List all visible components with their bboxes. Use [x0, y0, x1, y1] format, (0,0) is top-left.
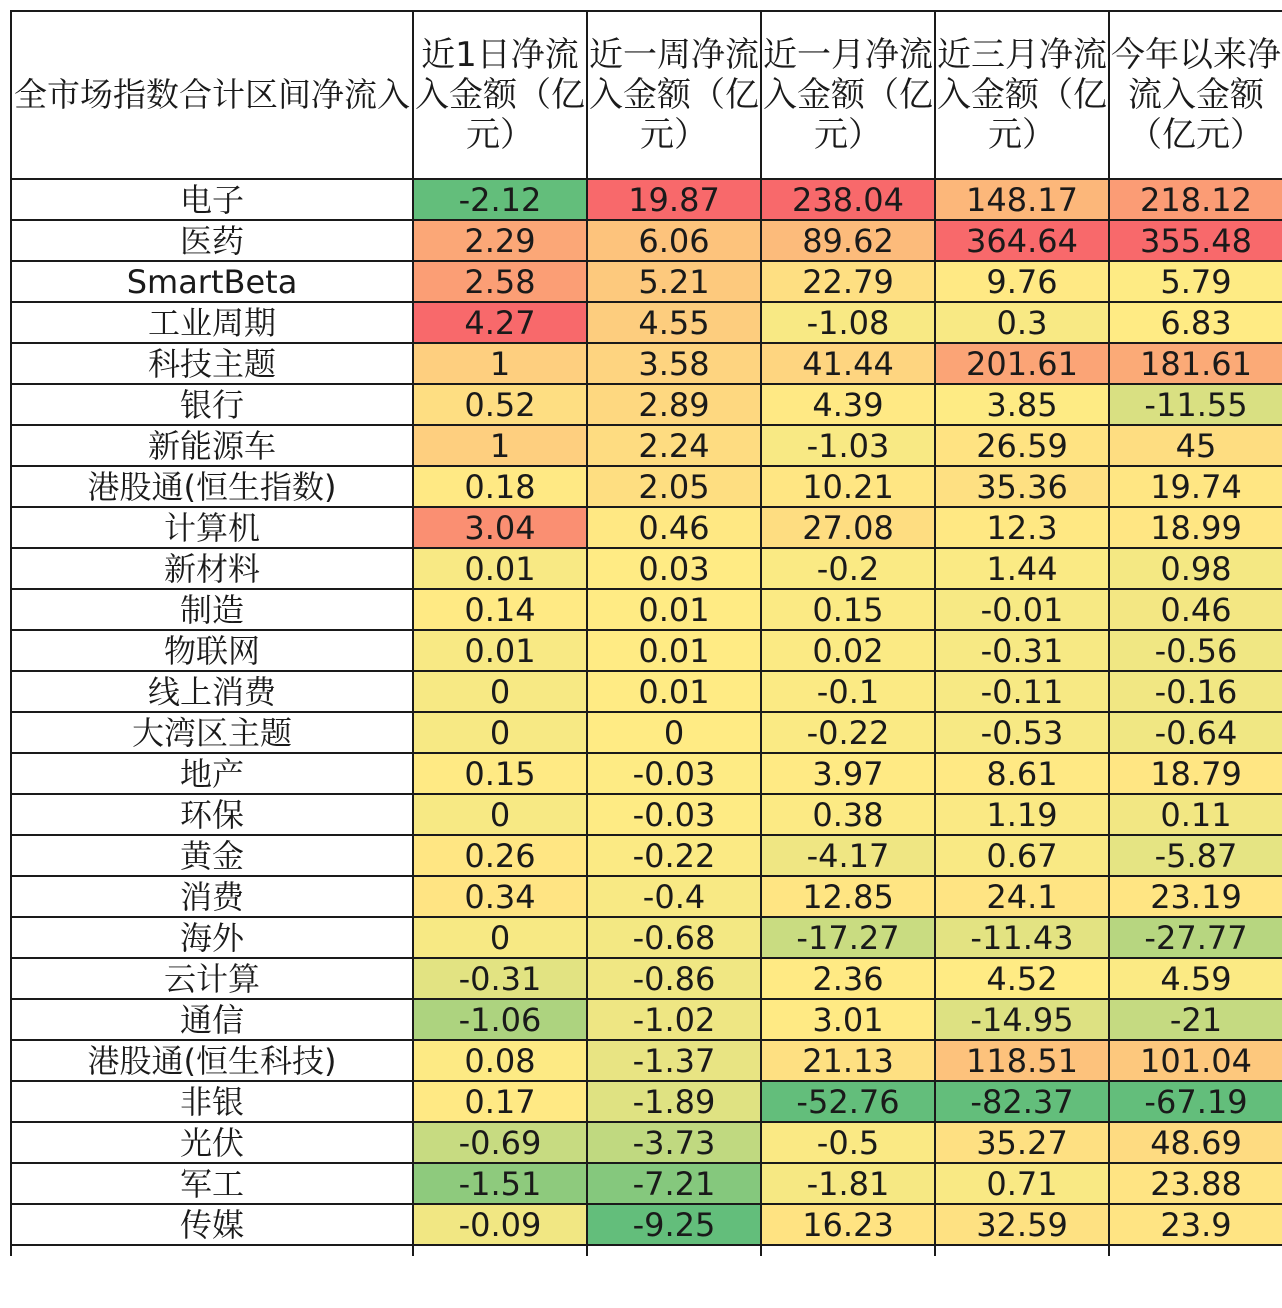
table-row	[11, 753, 1282, 794]
heatmap-cell-3m: 201.61	[935, 343, 1109, 384]
heatmap-cell-1w: 0	[587, 712, 761, 753]
row-label: 传媒	[11, 1204, 413, 1245]
heatmap-cell-1m: 3.01	[761, 999, 935, 1040]
row-label: 制造	[11, 589, 413, 630]
heatmap-cell-1w: 5.21	[587, 261, 761, 302]
heatmap-cell-1d: 0.08	[413, 1040, 587, 1081]
heatmap-cell-1m: -0.22	[761, 712, 935, 753]
heatmap-cell-ytd: 19.74	[1109, 466, 1282, 507]
heatmap-cell-1d: 4.27	[413, 302, 587, 343]
heatmap-cell-3m: 118.51	[935, 1040, 1109, 1081]
row-label: 大湾区主题	[11, 712, 413, 753]
heatmap-cell-3m: -14.95	[935, 999, 1109, 1040]
table-row	[11, 712, 1282, 753]
table-row	[11, 876, 1282, 917]
table-row	[11, 179, 1282, 220]
heatmap-cell-1d: 0	[413, 671, 587, 712]
heatmap-cell-3m: -11.43	[935, 917, 1109, 958]
heatmap-cell-ytd: 0.98	[1109, 548, 1282, 589]
heatmap-cell-1d: 0.15	[413, 753, 587, 794]
blank-cell	[587, 1245, 761, 1256]
table-row	[11, 343, 1282, 384]
trailing-blank-row	[11, 1245, 1282, 1256]
fund-flow-heatmap-table	[10, 10, 1282, 1256]
heatmap-cell-ytd: 18.99	[1109, 507, 1282, 548]
heatmap-cell-1w: 2.89	[587, 384, 761, 425]
heatmap-cell-1w: 0.46	[587, 507, 761, 548]
heatmap-cell-1w: 0.01	[587, 589, 761, 630]
heatmap-cell-1d: 0.26	[413, 835, 587, 876]
table-row	[11, 548, 1282, 589]
heatmap-cell-1d: 2.29	[413, 220, 587, 261]
heatmap-cell-ytd: -5.87	[1109, 835, 1282, 876]
heatmap-cell-3m: 35.36	[935, 466, 1109, 507]
blank-cell	[413, 1245, 587, 1256]
row-label: 军工	[11, 1163, 413, 1204]
row-label: 银行	[11, 384, 413, 425]
table-row	[11, 302, 1282, 343]
heatmap-cell-1m: 22.79	[761, 261, 935, 302]
heatmap-cell-1d: 2.58	[413, 261, 587, 302]
heatmap-cell-1d: -0.69	[413, 1122, 587, 1163]
heatmap-cell-1w: 2.05	[587, 466, 761, 507]
heatmap-cell-3m: 4.52	[935, 958, 1109, 999]
heatmap-cell-1w: 6.06	[587, 220, 761, 261]
row-label: 通信	[11, 999, 413, 1040]
heatmap-cell-1d: -2.12	[413, 179, 587, 220]
heatmap-cell-1d: 3.04	[413, 507, 587, 548]
blank-cell	[11, 1245, 413, 1256]
heatmap-cell-1m: 0.15	[761, 589, 935, 630]
heatmap-cell-1w: -1.89	[587, 1081, 761, 1122]
heatmap-cell-3m: -0.11	[935, 671, 1109, 712]
heatmap-cell-1d: 0.52	[413, 384, 587, 425]
heatmap-cell-1m: -1.03	[761, 425, 935, 466]
heatmap-cell-1m: 27.08	[761, 507, 935, 548]
row-label: 物联网	[11, 630, 413, 671]
heatmap-cell-3m: 0.67	[935, 835, 1109, 876]
heatmap-cell-3m: -0.31	[935, 630, 1109, 671]
heatmap-cell-1d: 1	[413, 343, 587, 384]
column-header-3m: 近三月净流入金额（亿元）	[935, 11, 1109, 179]
heatmap-cell-3m: 26.59	[935, 425, 1109, 466]
heatmap-cell-1w: -7.21	[587, 1163, 761, 1204]
heatmap-cell-1m: 41.44	[761, 343, 935, 384]
heatmap-cell-1m: 4.39	[761, 384, 935, 425]
heatmap-cell-ytd: 45	[1109, 425, 1282, 466]
row-label: 工业周期	[11, 302, 413, 343]
heatmap-cell-1m: 21.13	[761, 1040, 935, 1081]
heatmap-cell-3m: 12.3	[935, 507, 1109, 548]
table-row	[11, 589, 1282, 630]
table-row	[11, 261, 1282, 302]
heatmap-cell-1d: 0.34	[413, 876, 587, 917]
heatmap-cell-ytd: -27.77	[1109, 917, 1282, 958]
heatmap-cell-3m: 364.64	[935, 220, 1109, 261]
heatmap-cell-ytd: 18.79	[1109, 753, 1282, 794]
heatmap-cell-ytd: -0.64	[1109, 712, 1282, 753]
heatmap-cell-1d: 0.18	[413, 466, 587, 507]
heatmap-cell-1d: 0	[413, 917, 587, 958]
heatmap-cell-ytd: 181.61	[1109, 343, 1282, 384]
heatmap-cell-1d: -1.51	[413, 1163, 587, 1204]
heatmap-cell-3m: -0.01	[935, 589, 1109, 630]
table-row	[11, 630, 1282, 671]
heatmap-cell-ytd: 4.59	[1109, 958, 1282, 999]
heatmap-cell-1m: 10.21	[761, 466, 935, 507]
heatmap-cell-3m: 3.85	[935, 384, 1109, 425]
row-label: 新材料	[11, 548, 413, 589]
column-header-1w: 近一周净流入金额（亿元）	[587, 11, 761, 179]
row-label: 非银	[11, 1081, 413, 1122]
corner-header: 全市场指数合计区间净流入	[11, 11, 413, 179]
row-label: 海外	[11, 917, 413, 958]
table-row	[11, 466, 1282, 507]
heatmap-cell-3m: 24.1	[935, 876, 1109, 917]
heatmap-cell-1d: 0	[413, 794, 587, 835]
heatmap-cell-ytd: 48.69	[1109, 1122, 1282, 1163]
heatmap-cell-1w: -0.86	[587, 958, 761, 999]
heatmap-cell-ytd: 23.19	[1109, 876, 1282, 917]
heatmap-cell-1m: 3.97	[761, 753, 935, 794]
row-label: 光伏	[11, 1122, 413, 1163]
heatmap-cell-1w: -0.68	[587, 917, 761, 958]
heatmap-cell-1d: 0.01	[413, 630, 587, 671]
heatmap-cell-3m: 1.44	[935, 548, 1109, 589]
heatmap-cell-ytd: 23.9	[1109, 1204, 1282, 1245]
table-row	[11, 1163, 1282, 1204]
table-row	[11, 917, 1282, 958]
heatmap-cell-3m: -82.37	[935, 1081, 1109, 1122]
heatmap-cell-1m: 0.38	[761, 794, 935, 835]
heatmap-cell-ytd: 23.88	[1109, 1163, 1282, 1204]
heatmap-cell-1m: 12.85	[761, 876, 935, 917]
row-label: 消费	[11, 876, 413, 917]
row-label: 地产	[11, 753, 413, 794]
table-row	[11, 1040, 1282, 1081]
heatmap-cell-1w: -0.03	[587, 794, 761, 835]
heatmap-cell-ytd: 6.83	[1109, 302, 1282, 343]
heatmap-cell-ytd: 355.48	[1109, 220, 1282, 261]
heatmap-cell-1w: 0.01	[587, 671, 761, 712]
row-label: 港股通(恒生指数)	[11, 466, 413, 507]
table-row	[11, 835, 1282, 876]
heatmap-cell-1m: -4.17	[761, 835, 935, 876]
heatmap-cell-1w: 2.24	[587, 425, 761, 466]
row-label: 线上消费	[11, 671, 413, 712]
row-label: 计算机	[11, 507, 413, 548]
table-row	[11, 999, 1282, 1040]
heatmap-cell-1d: 0.17	[413, 1081, 587, 1122]
heatmap-cell-ytd: -11.55	[1109, 384, 1282, 425]
heatmap-cell-1d: -0.31	[413, 958, 587, 999]
heatmap-cell-1w: -9.25	[587, 1204, 761, 1245]
heatmap-cell-3m: -0.53	[935, 712, 1109, 753]
blank-cell	[935, 1245, 1109, 1256]
heatmap-cell-1w: 0.03	[587, 548, 761, 589]
heatmap-cell-1m: -1.08	[761, 302, 935, 343]
column-header-ytd: 今年以来净流入金额（亿元）	[1109, 11, 1282, 179]
table-row	[11, 958, 1282, 999]
blank-cell	[1109, 1245, 1282, 1256]
row-label: 环保	[11, 794, 413, 835]
heatmap-cell-1w: 19.87	[587, 179, 761, 220]
row-label: 港股通(恒生科技)	[11, 1040, 413, 1081]
column-header-1m: 近一月净流入金额（亿元）	[761, 11, 935, 179]
heatmap-cell-1w: -0.03	[587, 753, 761, 794]
table-row	[11, 220, 1282, 261]
heatmap-cell-1m: 16.23	[761, 1204, 935, 1245]
heatmap-body	[11, 179, 1282, 1256]
heatmap-cell-ytd: 5.79	[1109, 261, 1282, 302]
heatmap-cell-1w: 3.58	[587, 343, 761, 384]
table-row	[11, 1122, 1282, 1163]
heatmap-cell-ytd: 101.04	[1109, 1040, 1282, 1081]
heatmap-cell-1d: 0.14	[413, 589, 587, 630]
table-row	[11, 425, 1282, 466]
heatmap-cell-1w: -3.73	[587, 1122, 761, 1163]
heatmap-cell-1m: 238.04	[761, 179, 935, 220]
heatmap-cell-3m: 32.59	[935, 1204, 1109, 1245]
heatmap-cell-1m: -0.5	[761, 1122, 935, 1163]
table-row	[11, 1081, 1282, 1122]
heatmap-cell-1m: -52.76	[761, 1081, 935, 1122]
blank-cell	[761, 1245, 935, 1256]
heatmap-cell-1w: -1.02	[587, 999, 761, 1040]
row-label: 电子	[11, 179, 413, 220]
row-label: 黄金	[11, 835, 413, 876]
table-row	[11, 794, 1282, 835]
table-row	[11, 1204, 1282, 1245]
heatmap-cell-1m: -1.81	[761, 1163, 935, 1204]
heatmap-cell-1w: 0.01	[587, 630, 761, 671]
heatmap-cell-1d: 0	[413, 712, 587, 753]
heatmap-cell-ytd: -21	[1109, 999, 1282, 1040]
heatmap-cell-1w: -1.37	[587, 1040, 761, 1081]
heatmap-cell-1m: 2.36	[761, 958, 935, 999]
header-row	[11, 11, 1282, 179]
heatmap-cell-3m: 35.27	[935, 1122, 1109, 1163]
heatmap-cell-3m: 1.19	[935, 794, 1109, 835]
heatmap-cell-1m: -0.1	[761, 671, 935, 712]
heatmap-cell-3m: 0.3	[935, 302, 1109, 343]
heatmap-cell-1d: -0.09	[413, 1204, 587, 1245]
heatmap-cell-ytd: 0.11	[1109, 794, 1282, 835]
row-label: 科技主题	[11, 343, 413, 384]
heatmap-cell-1m: 0.02	[761, 630, 935, 671]
heatmap-cell-1d: 0.01	[413, 548, 587, 589]
heatmap-cell-ytd: 218.12	[1109, 179, 1282, 220]
row-label: 医药	[11, 220, 413, 261]
heatmap-cell-1w: 4.55	[587, 302, 761, 343]
row-label: 云计算	[11, 958, 413, 999]
table-row	[11, 507, 1282, 548]
row-label: SmartBeta	[11, 261, 413, 302]
heatmap-cell-1w: -0.22	[587, 835, 761, 876]
heatmap-cell-1m: -17.27	[761, 917, 935, 958]
heatmap-cell-ytd: -0.56	[1109, 630, 1282, 671]
column-header-1d: 近1日净流入金额（亿元）	[413, 11, 587, 179]
row-label: 新能源车	[11, 425, 413, 466]
heatmap-cell-1d: 1	[413, 425, 587, 466]
heatmap-cell-ytd: 0.46	[1109, 589, 1282, 630]
heatmap-cell-1d: -1.06	[413, 999, 587, 1040]
heatmap-cell-1w: -0.4	[587, 876, 761, 917]
heatmap-cell-3m: 9.76	[935, 261, 1109, 302]
heatmap-cell-ytd: -0.16	[1109, 671, 1282, 712]
heatmap-cell-1m: -0.2	[761, 548, 935, 589]
table-row	[11, 384, 1282, 425]
heatmap-cell-1m: 89.62	[761, 220, 935, 261]
heatmap-cell-3m: 148.17	[935, 179, 1109, 220]
table-row	[11, 671, 1282, 712]
heatmap-cell-ytd: -67.19	[1109, 1081, 1282, 1122]
heatmap-cell-3m: 0.71	[935, 1163, 1109, 1204]
heatmap-cell-3m: 8.61	[935, 753, 1109, 794]
